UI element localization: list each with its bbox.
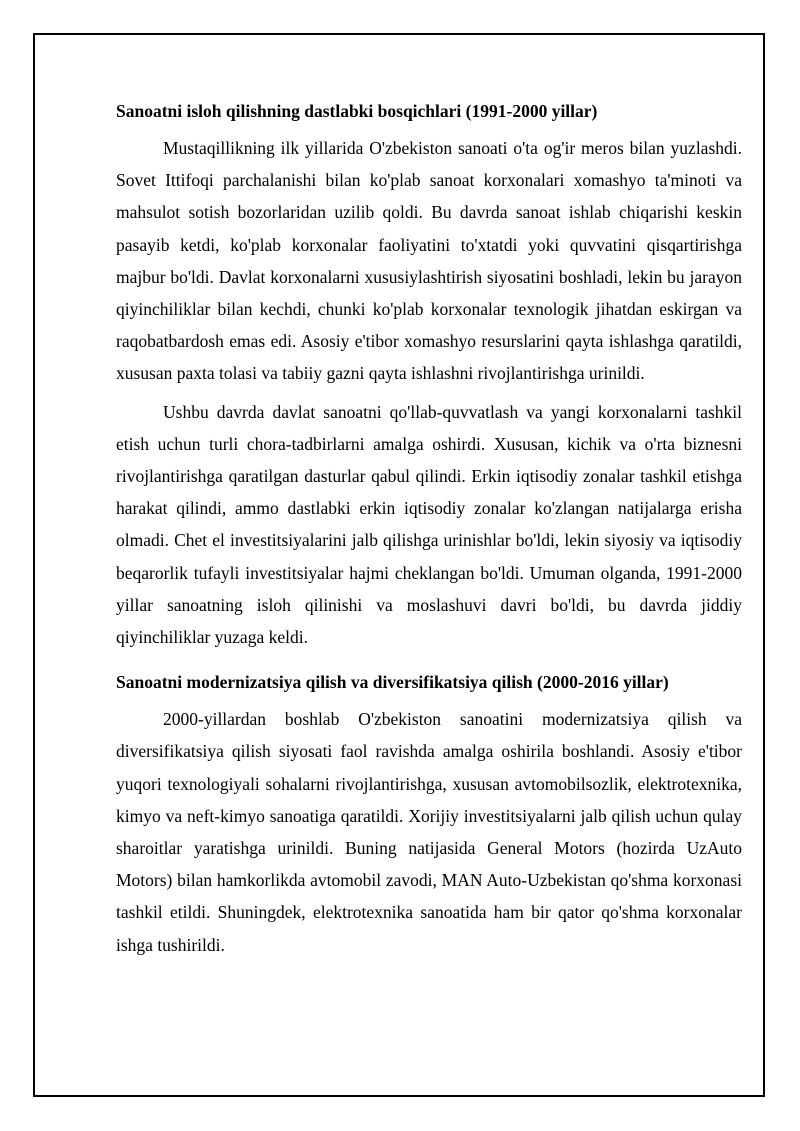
document-body — [116, 96, 742, 967]
section-heading-1991-2000: Sanoatni isloh qilishning dastlabki bosqichlari (1991-2000 yillar) — [116, 101, 598, 121]
paragraph-3: 2000-yillardan boshlab O'zbekiston sanoatini modernizatsiya qilish va diversifikatsiya qilish siyosati faol ravishda amalga oshirila boshlandi. Asosiy e'tibor yuqori texnologiyali sohalarni rivojlantirishga, xususan avtomobilsozlik, elektrotexnika, kimyo va neft-kimyo sanoatiga qaratildi. Xorijiy investitsiyalarni jalb qilish uchun qulay sharoitlar yaratishga urinildi. Buning natijasida General Motors (hozirda UzAuto Motors) bilan hamkorlikda avtomobil zavodi, MAN Auto-Uzbekistan qo'shma korxonasi tashkil etildi. Shuningdek, elektrotexnika sanoatida ham bir qator qo'shma korxonalar ishga tushirildi. — [116, 709, 742, 955]
paragraph-1: Mustaqillikning ilk yillarida O'zbekiston sanoati o'ta og'ir meros bilan yuzlashdi. Sovet Ittifoqi parchalanishi bilan ko'plab sanoat korxonalari xomashyo ta'minoti va mahsulot sotish bozorlaridan uzilib qoldi. Bu davrda sanoat ishlab chiqarishi keskin pasayib ketdi, ko'plab korxonalar faoliyatini to'xtatdi yoki quvvatini qisqartirishga majbur bo'ldi. Davlat korxonalarni xususiylashtirish siyosatini boshladi, lekin bu jarayon qiyinchiliklar bilan kechdi, chunki ko'plab korxonalar texnologik jihatdan eskirgan va raqobatbardosh emas edi. Asosiy e'tibor xomashyo resurslarini qayta ishlashga qaratildi, xususan paxta tolasi va tabiiy gazni qayta ishlashni rivojlantirishga urinildi. — [116, 138, 742, 384]
section-heading-2000-2016: Sanoatni modernizatsiya qilish va diversifikatsiya qilish (2000-2016 yillar) — [116, 672, 669, 693]
paragraph-2: Ushbu davrda davlat sanoatni qo'llab-quvvatlash va yangi korxonalarni tashkil etish uchun turli chora-tadbirlarni amalga oshirdi. Xususan, kichik va o'rta biznesni rivojlantirishga qaratilgan dasturlar qabul qilindi. Erkin iqtisodiy zonalar tashkil etishga harakat qilindi, ammo dastlabki erkin iqtisodiy zonalar ko'zlangan natijalarga erisha olmadi. Chet el investitsiyalarini jalb qilishga urinishlar bo'ldi, lekin siyosiy va iqtisodiy beqarorlik tufayli investitsiyalar hajmi cheklangan bo'ldi. Umuman olganda, 1991-2000 yillar sanoatning isloh qilinishi va moslashuvi davri bo'ldi, bu davrda jiddiy qiyinchiliklar yuzaga keldi. — [116, 401, 742, 648]
